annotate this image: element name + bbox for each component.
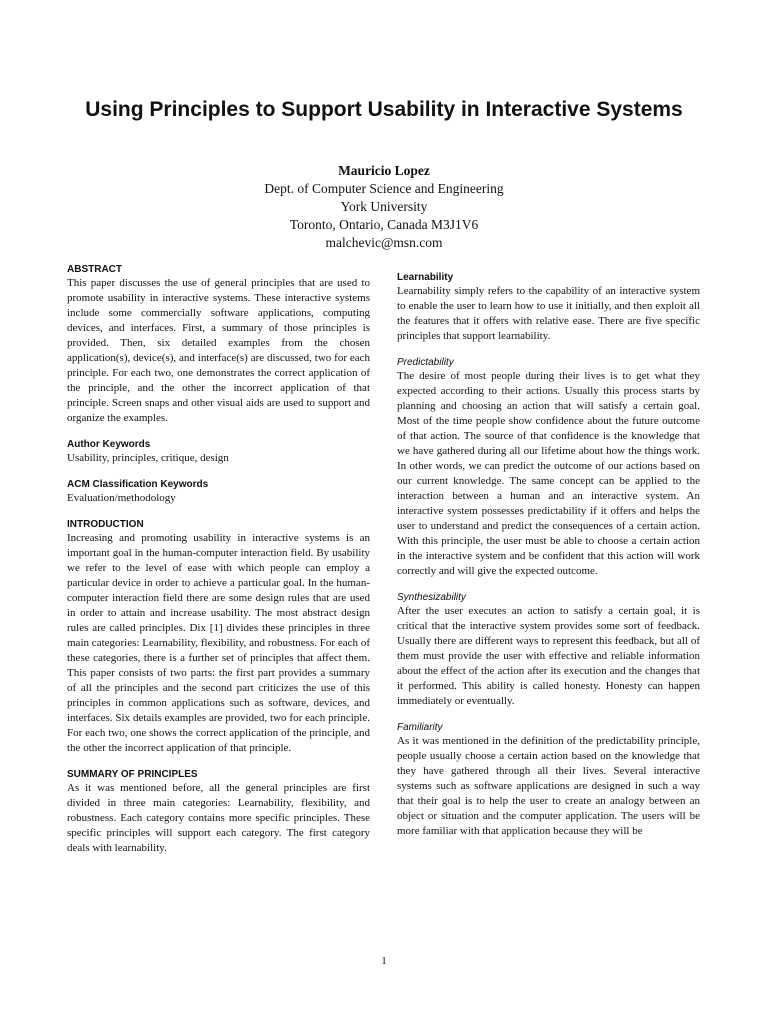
summary-text: As it was mentioned before, all the general principles are first divided in three main categories: Learnability, flexibility, and robustness. Each category contains more specific principles. These specific principles will support each category. The first category deals with learnability.	[67, 782, 370, 854]
right-column	[397, 271, 700, 839]
author-keywords-text: Usability, principles, critique, design	[67, 452, 229, 464]
introduction-text: Increasing and promoting usability in interactive systems is an important goal in the human-computer interaction field. By usability we refer to the level of ease with which people can employ a particular device in order to achieve a particular goal. In the human-computer interaction field there are some design rules that are used in order to attain and increase usability. The most abstract design rules are called principles. Dix [1] divides these principles in three main categories: Learnability, flexibility, and robustness. For each of these categories, there is a further set of principles that affect them. This paper consists of two parts: the first part provides a summary of all the principles and the second part criticizes the use of this principles in common applications such as software, devices, and interfaces. Six details examples are provided, two for each principle. For each two, one shows the correct application of the principle, and the other the incorrect application of that principle.	[67, 532, 370, 754]
author-keywords-heading: Author Keywords	[67, 439, 151, 450]
learnability-text: Learnability simply refers to the capability of an interactive system to enable the user to learn how to use it initially, and then exploit all the features that it offers with relative ease. There are five specific principles that support learnability.	[397, 285, 700, 342]
left-column	[67, 263, 370, 856]
paper-title: Using Principles to Support Usability in Interactive Systems	[85, 98, 683, 121]
introduction-heading: INTRODUCTION	[67, 519, 144, 530]
synthesizability-heading: Synthesizability	[397, 592, 466, 603]
abstract-text: This paper discusses the use of general principles that are used to promote usability in interactive systems. These interactive systems include some commercially software applications, computing devices, and interfaces. First, a summary of those principles is provided. Then, six detailed examples from the chosen application(s), device(s), and interface(s) are discussed, two for each principle. For each two, one demonstrates the correct application of the principle, and the other the incorrect application of that principle. Screen snaps and other visual aids are used to support and organize the examples.	[67, 277, 370, 424]
abstract-heading: ABSTRACT	[67, 264, 122, 275]
learnability-heading: Learnability	[397, 272, 454, 283]
acm-keywords-heading: ACM Classification Keywords	[67, 479, 209, 490]
predictability-text: The desire of most people during their lives is to get what they expected according to their actions. Usually this process starts by planning and choosing an action that will satisfy a certain goal. Most of the time people show confidence about the future outcome of that action. The source of that confidence is the knowledge that we have gathered during all our lifetime about how the things work. In other words, we can predict the outcome of our actions based on our current knowledge. The same concept can be applied to the interaction between a human and an interactive system. An interactive system possesses predictability if it offers and helps the user to understand and predict the consequences of a certain action. With this principle, the user must be able to choose a certain action in the interactive system and be confident that this action will work correctly and will give the expected outcome.	[397, 370, 700, 577]
summary-heading: SUMMARY OF PRINCIPLES	[67, 769, 198, 780]
author-name: Mauricio Lopez	[338, 163, 430, 178]
acm-keywords-text: Evaluation/methodology	[67, 492, 176, 504]
synthesizability-text: After the user executes an action to satisfy a certain goal, it is critical that the interactive system provides some sort of feedback. Usually there are different ways to represent this feedback, but all of them must provide the user with effective and reliable information about the effect of the action after its execution and the changes that it performed. This ability is called honesty. Honesty can happen immediately or eventually.	[397, 605, 700, 707]
author-department: Dept. of Computer Science and Engineering	[264, 181, 504, 196]
author-location: Toronto, Ontario, Canada M3J1V6	[289, 217, 479, 232]
familiarity-text: As it was mentioned in the definition of the predictability principle, people usually choose a certain action based on the knowledge that they have gathered through all their lives. Several interactive systems such as software applications are designed in such a way that their goal is to help the user to create an analogy between an object or situation and the computer application. The users will be more familiar with that application because they will be	[397, 735, 700, 837]
author-email: malchevic@msn.com	[325, 235, 443, 250]
author-block	[84, 162, 684, 252]
familiarity-heading: Familiarity	[397, 722, 443, 733]
predictability-heading: Predictability	[397, 357, 454, 368]
page-number: 1	[381, 955, 387, 967]
author-university: York University	[340, 199, 428, 214]
